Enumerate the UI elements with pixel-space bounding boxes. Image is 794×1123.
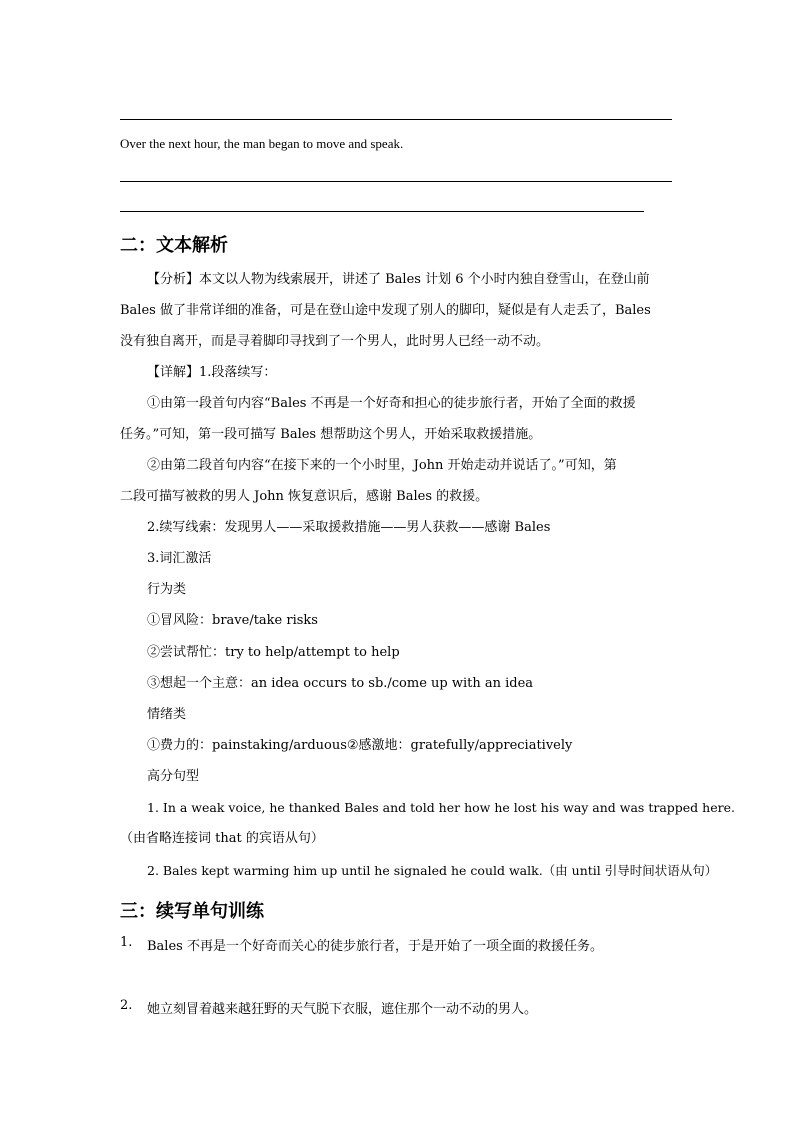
vocab-item: ①费力的：painstaking/arduous②感激地：gratefully/appreciatively — [147, 738, 573, 753]
category-title: 高分句型 — [147, 769, 200, 784]
vocab-item: ②尝试帮忙：try to help/attempt to help — [147, 645, 400, 660]
writing-line — [120, 211, 644, 212]
vocab-title: 3.词汇激活 — [147, 551, 212, 566]
item-number: 1. — [120, 935, 133, 950]
sentence-note: （由省略连接词 that 的宾语从句） — [120, 831, 324, 846]
section-heading: 二：文本解析 — [120, 235, 228, 256]
section-heading: 三：续写单句训练 — [120, 901, 264, 922]
prompt-sentence: Over the next hour, the man began to move and speak. — [120, 136, 404, 151]
analysis-line: 没有独自离开，而是寻着脚印寻找到了一个男人，此时男人已经一动不动。 — [120, 334, 550, 349]
detail-title: 【详解】1.段落续写： — [147, 365, 277, 380]
training-item: Bales 不再是一个好奇而关心的徒步旅行者，于是开始了一项全面的救援任务。 — [147, 939, 603, 954]
paragraph-line: ②由第二段首句内容“在接下来的一个小时里，John 开始走动并说话了。”可知，第 — [147, 458, 617, 473]
writing-line — [120, 181, 672, 182]
item-number: 2. — [120, 998, 133, 1013]
analysis-line: Bales 做了非常详细的准备，可是在登山途中发现了别人的脚印，疑似是有人走丢了，Bales — [120, 303, 651, 318]
vocab-item: ①冒风险：brave/take risks — [147, 613, 318, 628]
paragraph-line: 二段可描写被救的男人 John 恢复意识后，感谢 Bales 的救援。 — [120, 489, 489, 504]
writing-line — [120, 119, 672, 120]
paragraph-line: 任务。”可知，第一段可描写 Bales 想帮助这个男人，开始采取救援措施。 — [120, 427, 542, 442]
training-item: 她立刻冒着越来越狂野的天气脱下衣服，遮住那个一动不动的男人。 — [147, 1002, 538, 1017]
category-title: 情绪类 — [147, 707, 187, 722]
analysis-line: 【分析】本文以人物为线索展开，讲述了 Bales 计划 6 个小时内独自登雪山，在登山前 — [147, 272, 650, 287]
paragraph-line: ①由第一段首句内容“Bales 不再是一个好奇和担心的徒步旅行者，开始了全面的救援 — [147, 396, 636, 411]
model-sentence: 1. In a weak voice, he thanked Bales and told her how he lost his way and was trapped here. — [147, 800, 735, 815]
writing-clue: 2.续写线索：发现男人——采取援救措施——男人获救——感谢 Bales — [147, 520, 551, 535]
category-title: 行为类 — [147, 582, 187, 597]
model-sentence: 2. Bales kept warming him up until he signaled he could walk.（由 until 引导时间状语从句） — [147, 863, 718, 878]
vocab-item: ③想起一个主意：an idea occurs to sb./come up with an idea — [147, 676, 534, 691]
